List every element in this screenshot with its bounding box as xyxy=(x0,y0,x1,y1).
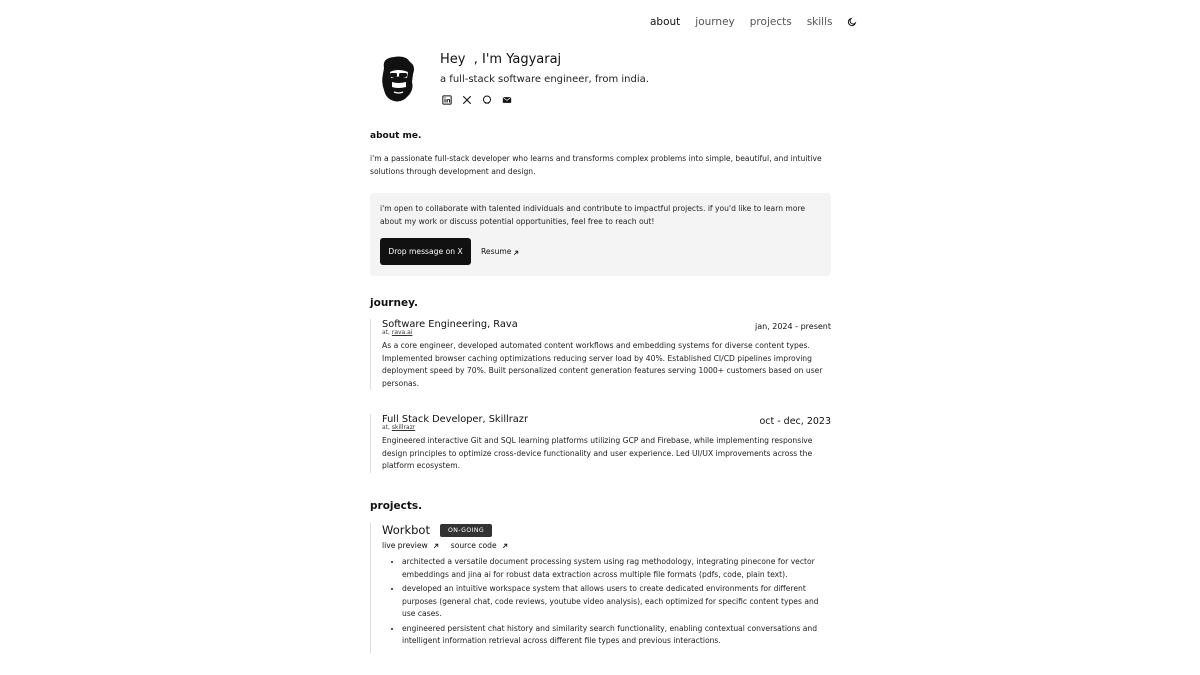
job-title: Full Stack Developer, Skillrazr xyxy=(382,414,528,425)
list-item: • developed an intuitive workspace system that allows users to create dedicated environments for different purposes (general chat, code reviews, youtube video analysis), each optimized for specific content types and use cases. xyxy=(402,583,827,621)
project-links xyxy=(382,541,831,550)
job-item xyxy=(370,319,831,390)
company-link[interactable]: rava.ai xyxy=(391,329,413,336)
list-item: • architected a versatile document processing system using rag methodology, integrating pinecone for vector embeddings and jina ai for robust data extraction across multiple file formats (pdfs, code, plain text). xyxy=(402,556,827,581)
mail-icon[interactable] xyxy=(502,95,512,105)
job-at-prefix: at, xyxy=(382,329,390,336)
project-item xyxy=(370,523,831,653)
nav-about[interactable]: about xyxy=(650,16,681,28)
project-bullets xyxy=(382,556,827,648)
live-preview-label: live preview xyxy=(382,541,428,550)
journey-title: journey. xyxy=(370,297,418,309)
job-description: As a core engineer, developed automated content workflows and embedding systems for diverse content types. Implemented browser caching optimizations reducing server load by 40%. Established CI/CD pipelines improving deployment speed by 70%. Built personalized content generation features serving 1000+ customers based on user personas. xyxy=(382,341,823,388)
hero xyxy=(370,50,831,110)
resume-link[interactable] xyxy=(481,247,519,256)
job-date: oct - dec, 2023 xyxy=(759,416,831,427)
avatar xyxy=(376,54,420,104)
live-preview-link[interactable] xyxy=(382,541,439,550)
nav-projects[interactable]: projects xyxy=(749,16,792,28)
source-code-label: source code xyxy=(450,541,497,550)
job-at-prefix: at, xyxy=(382,424,390,431)
source-code-link[interactable] xyxy=(451,541,508,550)
arrow-up-right-icon xyxy=(433,543,439,549)
job-date: jan, 2024 - present xyxy=(754,322,831,331)
nav-journey[interactable]: journey xyxy=(695,16,735,28)
project-title: Workbot xyxy=(382,523,430,537)
resume-label: Resume xyxy=(481,247,512,256)
top-nav xyxy=(650,16,858,28)
about-title: about me. xyxy=(370,131,422,141)
job-item xyxy=(370,414,831,473)
cta-box xyxy=(370,193,831,276)
projects-title: projects. xyxy=(370,500,423,512)
drop-message-button[interactable] xyxy=(380,238,471,265)
x-icon[interactable] xyxy=(462,95,472,105)
arrow-up-right-icon xyxy=(513,249,519,255)
github-icon[interactable] xyxy=(482,95,492,105)
drop-message-label: Drop message on X xyxy=(388,247,463,256)
arrow-up-right-icon xyxy=(502,543,508,549)
status-badge: ON-GOING xyxy=(440,524,492,537)
project-header xyxy=(382,523,831,537)
hero-tagline: a full-stack software engineer, from india. xyxy=(440,74,649,85)
linkedin-icon[interactable] xyxy=(442,95,452,105)
hero-name: Hey , I'm Yagyaraj xyxy=(440,52,562,67)
list-item: • engineered persistent chat history and similarity search functionality, enabling contextual conversations and intelligent information retrieval across different file types and previous interactions. xyxy=(402,623,827,648)
nav-skills[interactable]: skills xyxy=(806,16,833,28)
cta-text: i'm open to collaborate with talented individuals and contribute to impactful projects. if you'd like to learn more about my work or discuss potential opportunities, feel free to reach out! xyxy=(380,204,806,226)
social-links xyxy=(442,95,512,105)
moon-icon[interactable] xyxy=(847,17,858,28)
about-text: i'm a passionate full-stack developer who learns and transforms complex problems into simple, beautiful, and intuitive solutions through development and design. xyxy=(370,154,822,176)
company-link[interactable]: skillrazr xyxy=(391,424,416,431)
job-description: Engineered interactive Git and SQL learning platforms utilizing GCP and Firebase, while implementing responsive design principles to optimize cross-device functionality and user experience. Led UI/UX improvements across the platform ecosystem. xyxy=(382,436,813,470)
job-title: Software Engineering, Rava xyxy=(382,319,518,330)
